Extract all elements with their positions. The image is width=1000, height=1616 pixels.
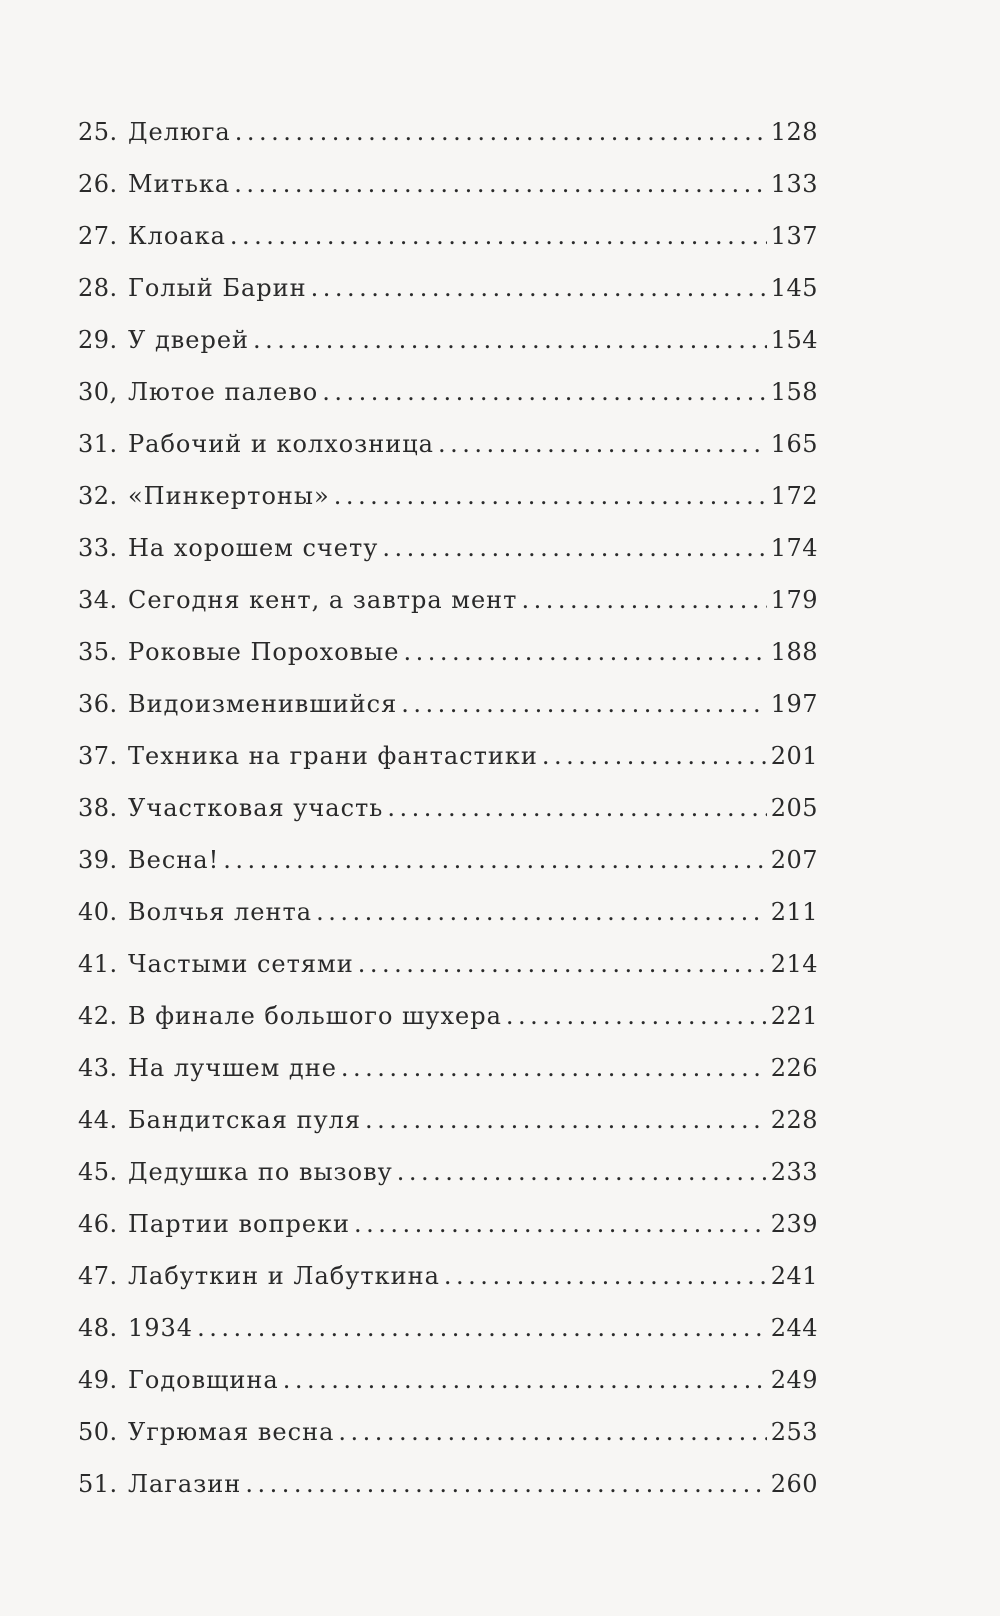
chapter-number: 45. xyxy=(78,1158,118,1186)
toc-entry xyxy=(78,1198,818,1250)
toc-entry xyxy=(78,314,818,366)
chapter-number: 44. xyxy=(78,1106,118,1134)
dot-leader xyxy=(235,106,767,158)
chapter-number: 27. xyxy=(78,222,118,250)
chapter-number: 51. xyxy=(78,1470,118,1498)
dot-leader xyxy=(438,418,767,470)
toc-entry xyxy=(78,366,818,418)
chapter-number: 43. xyxy=(78,1054,118,1082)
toc-entry xyxy=(78,1354,818,1406)
page-number: 188 xyxy=(770,638,818,666)
chapter-number: 32. xyxy=(78,482,118,510)
page-number: 207 xyxy=(770,846,818,874)
chapter-title: Частыми сетями xyxy=(128,950,354,978)
toc-entry xyxy=(78,470,818,522)
page-number: 137 xyxy=(770,222,818,250)
chapter-number: 29. xyxy=(78,326,118,354)
toc-entry xyxy=(78,1250,818,1302)
chapter-title: Бандитская пуля xyxy=(128,1106,362,1134)
page-number: 158 xyxy=(770,378,818,406)
chapter-title: На лучшем дне xyxy=(128,1054,337,1082)
chapter-title: Весна! xyxy=(128,846,220,874)
page-number: 128 xyxy=(770,118,818,146)
toc-entry xyxy=(78,418,818,470)
chapter-title: Митька xyxy=(128,170,231,198)
toc-entry xyxy=(78,1094,818,1146)
chapter-number: 46. xyxy=(78,1210,118,1238)
page-number: 228 xyxy=(770,1106,818,1134)
chapter-number: 42. xyxy=(78,1002,118,1030)
dot-leader xyxy=(506,990,767,1042)
toc-entry xyxy=(78,262,818,314)
chapter-title: Видоизменившийся xyxy=(128,690,398,718)
chapter-number: 35. xyxy=(78,638,118,666)
page-number: 145 xyxy=(770,274,818,302)
page-number: 165 xyxy=(770,430,818,458)
chapter-title: 1934 xyxy=(128,1314,194,1342)
page-number: 211 xyxy=(770,898,818,926)
page-number: 241 xyxy=(770,1262,818,1290)
dot-leader xyxy=(223,834,766,886)
chapter-number: 50. xyxy=(78,1418,118,1446)
chapter-title: Волчья лента xyxy=(128,898,313,926)
dot-leader xyxy=(197,1302,767,1354)
chapter-title: Роковые Пороховые xyxy=(128,638,400,666)
dot-leader xyxy=(354,1198,767,1250)
chapter-title: В финале большого шухера xyxy=(128,1002,502,1030)
page-number: 201 xyxy=(770,742,818,770)
page-number: 249 xyxy=(770,1366,818,1394)
dot-leader xyxy=(401,678,766,730)
chapter-title: Лабуткин и Лабуткина xyxy=(128,1262,440,1290)
page-number: 253 xyxy=(770,1418,818,1446)
chapter-title: Клоака xyxy=(128,222,226,250)
dot-leader xyxy=(444,1250,767,1302)
page-number: 154 xyxy=(770,326,818,354)
page-number: 205 xyxy=(770,794,818,822)
toc-entry xyxy=(78,990,818,1042)
chapter-title: Техника на грани фантастики xyxy=(128,742,538,770)
chapter-title: У дверей xyxy=(128,326,250,354)
chapter-number: 47. xyxy=(78,1262,118,1290)
dot-leader xyxy=(311,262,767,314)
chapter-number: 28. xyxy=(78,274,118,302)
dot-leader xyxy=(283,1354,767,1406)
dot-leader xyxy=(234,158,766,210)
chapter-title: «Пинкертоны» xyxy=(128,482,330,510)
chapter-number: 36. xyxy=(78,690,118,718)
chapter-number: 25. xyxy=(78,118,118,146)
toc-entry xyxy=(78,158,818,210)
page-number: 239 xyxy=(770,1210,818,1238)
dot-leader xyxy=(521,574,766,626)
toc-entry xyxy=(78,1302,818,1354)
dot-leader xyxy=(253,314,767,366)
chapter-title: Лагазин xyxy=(128,1470,242,1498)
dot-leader xyxy=(397,1146,767,1198)
chapter-title: Голый Барин xyxy=(128,274,307,302)
toc-entry xyxy=(78,522,818,574)
dot-leader xyxy=(387,782,766,834)
chapter-number: 26. xyxy=(78,170,118,198)
toc-entry xyxy=(78,574,818,626)
chapter-number: 38. xyxy=(78,794,118,822)
chapter-title: Сегодня кент, а завтра мент xyxy=(128,586,518,614)
dot-leader xyxy=(403,626,766,678)
toc-entry xyxy=(78,834,818,886)
dot-leader xyxy=(230,210,767,262)
chapter-title: Участковая участь xyxy=(128,794,384,822)
chapter-title: Партии вопреки xyxy=(128,1210,351,1238)
page-number: 226 xyxy=(770,1054,818,1082)
chapter-title: Годовщина xyxy=(128,1366,279,1394)
dot-leader xyxy=(341,1042,767,1094)
toc-entry xyxy=(78,730,818,782)
page-number: 174 xyxy=(770,534,818,562)
toc-entry xyxy=(78,678,818,730)
chapter-title: Лютое палево xyxy=(128,378,319,406)
toc-entry xyxy=(78,938,818,990)
chapter-number: 40. xyxy=(78,898,118,926)
toc-entry xyxy=(78,1458,818,1510)
toc-entry xyxy=(78,626,818,678)
dot-leader xyxy=(542,730,767,782)
page-number: 179 xyxy=(770,586,818,614)
chapter-number: 39. xyxy=(78,846,118,874)
page-number: 133 xyxy=(770,170,818,198)
dot-leader xyxy=(334,470,767,522)
toc-entry xyxy=(78,1146,818,1198)
dot-leader xyxy=(338,1406,766,1458)
chapter-number: 34. xyxy=(78,586,118,614)
chapter-number: 33. xyxy=(78,534,118,562)
page-number: 172 xyxy=(770,482,818,510)
page-number: 214 xyxy=(770,950,818,978)
chapter-title: На хорошем счету xyxy=(128,534,379,562)
chapter-number: 37. xyxy=(78,742,118,770)
chapter-title: Рабочий и колхозница xyxy=(128,430,434,458)
dot-leader xyxy=(358,938,767,990)
dot-leader xyxy=(245,1458,766,1510)
chapter-title: Дедушка по вызову xyxy=(128,1158,393,1186)
page-number: 260 xyxy=(770,1470,818,1498)
table-of-contents xyxy=(78,106,818,1510)
chapter-number: 48. xyxy=(78,1314,118,1342)
dot-leader xyxy=(322,366,766,418)
dot-leader xyxy=(365,1094,767,1146)
page-number: 221 xyxy=(770,1002,818,1030)
dot-leader xyxy=(316,886,767,938)
toc-entry xyxy=(78,1042,818,1094)
chapter-number: 41. xyxy=(78,950,118,978)
toc-entry xyxy=(78,210,818,262)
toc-entry xyxy=(78,886,818,938)
chapter-number: 31. xyxy=(78,430,118,458)
chapter-title: Угрюмая весна xyxy=(128,1418,335,1446)
chapter-title: Делюга xyxy=(128,118,231,146)
page-number: 233 xyxy=(770,1158,818,1186)
page-number: 197 xyxy=(770,690,818,718)
toc-entry xyxy=(78,782,818,834)
toc-entry xyxy=(78,106,818,158)
dot-leader xyxy=(382,522,766,574)
chapter-number: 30, xyxy=(78,378,118,406)
page-number: 244 xyxy=(770,1314,818,1342)
chapter-number: 49. xyxy=(78,1366,118,1394)
toc-entry xyxy=(78,1406,818,1458)
